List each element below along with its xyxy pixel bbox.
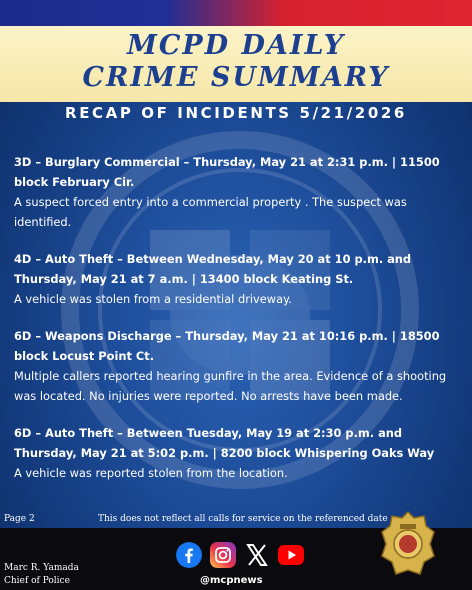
title-line-2: CRIME SUMMARY — [82, 62, 390, 93]
subtitle: RECAP OF INCIDENTS 5/21/2026 — [65, 104, 407, 122]
police-badge-icon — [380, 510, 436, 580]
incident-heading: 3D – Burglary Commercial – Thursday, May 21 at 2:31 p.m. | 11500 block February Cir. — [14, 155, 440, 189]
incident-description: A vehicle was reported stolen from the location. — [14, 466, 288, 480]
facebook-icon[interactable] — [176, 542, 202, 568]
incident-list — [14, 152, 458, 500]
top-color-bar — [0, 0, 472, 26]
incident-item — [14, 249, 458, 309]
x-icon[interactable] — [244, 542, 270, 568]
title-line-1: MCPD DAILY — [126, 30, 346, 61]
incident-description: A suspect forced entry into a commercial property . The suspect was identified. — [14, 195, 407, 229]
disclaimer: This does not reflect all calls for service on the referenced date — [98, 514, 388, 524]
incident-heading: 6D – Weapons Discharge – Thursday, May 21 at 10:16 p.m. | 18500 block Locust Point Ct. — [14, 329, 440, 363]
signature-name: Marc R. Yamada — [4, 563, 79, 573]
incident-item — [14, 326, 458, 406]
signature-title: Chief of Police — [4, 576, 70, 586]
incident-description: Multiple callers reported hearing gunfire in the area. Evidence of a shooting was located. No injuries were reported. No arrests have been made. — [14, 369, 447, 403]
youtube-icon[interactable] — [278, 542, 304, 568]
incident-heading: 4D – Auto Theft – Between Wednesday, May 20 at 10 p.m. and Thursday, May 21 at 7 a.m. | 13400 block Keating St. — [14, 252, 412, 286]
incident-description: A vehicle was stolen from a residential driveway. — [14, 292, 292, 306]
instagram-icon[interactable] — [210, 542, 236, 568]
incident-heading: 6D – Auto Theft – Between Tuesday, May 19 at 2:30 p.m. and Thursday, May 21 at 5:02 p.m. | 8200 block Whispering Oaks Way — [14, 426, 435, 460]
page-number: Page 2 — [4, 514, 35, 524]
incident-item — [14, 152, 458, 232]
incident-item — [14, 423, 458, 483]
social-handle: @mcpnews — [200, 575, 263, 586]
